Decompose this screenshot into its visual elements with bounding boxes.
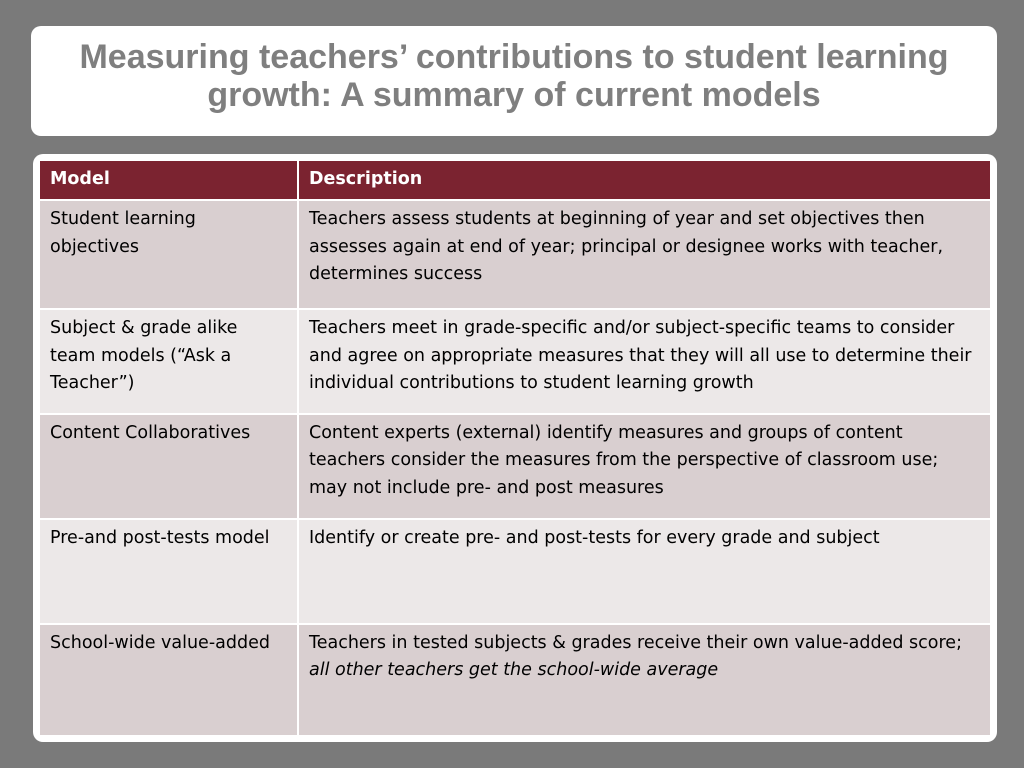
model-cell: Student learning objectives [39,200,298,309]
models-table [38,159,992,737]
description-cell [298,624,991,736]
model-cell: Subject & grade alike team models (“Ask a Teacher”) [39,309,298,414]
description-cell: Teachers assess students at beginning of year and set objectives then assesses again at end of year; principal or designee works with teacher, determines success [298,200,991,309]
header-description: Description [298,160,991,200]
model-cell: School-wide value-added [39,624,298,736]
table-row [39,414,991,519]
title-box [31,26,997,136]
description-cell: Content experts (external) identify measures and groups of content teachers consider the measures from the perspective of classroom use; may not include pre- and post measures [298,414,991,519]
table-row [39,309,991,414]
model-cell: Pre-and post-tests model [39,519,298,624]
description-cell: Teachers meet in grade-specific and/or subject-specific teams to consider and agree on appropriate measures that they will all use to determine their individual contributions to student learning growth [298,309,991,414]
table-row [39,624,991,736]
model-cell: Content Collaboratives [39,414,298,519]
description-text: Teachers in tested subjects & grades receive their own value-added score; [309,632,962,653]
header-model: Model [39,160,298,200]
table-container [33,154,997,742]
slide-title-line-1: Measuring teachers’ contributions to student learning [79,38,949,76]
description-cell: Identify or create pre- and post-tests for every grade and subject [298,519,991,624]
table-row [39,519,991,624]
description-emphasis: all other teachers get the school-wide average [309,660,719,681]
table-row [39,200,991,309]
slide-title-line-2: growth: A summary of current models [207,76,821,114]
table-header-row [39,160,991,200]
